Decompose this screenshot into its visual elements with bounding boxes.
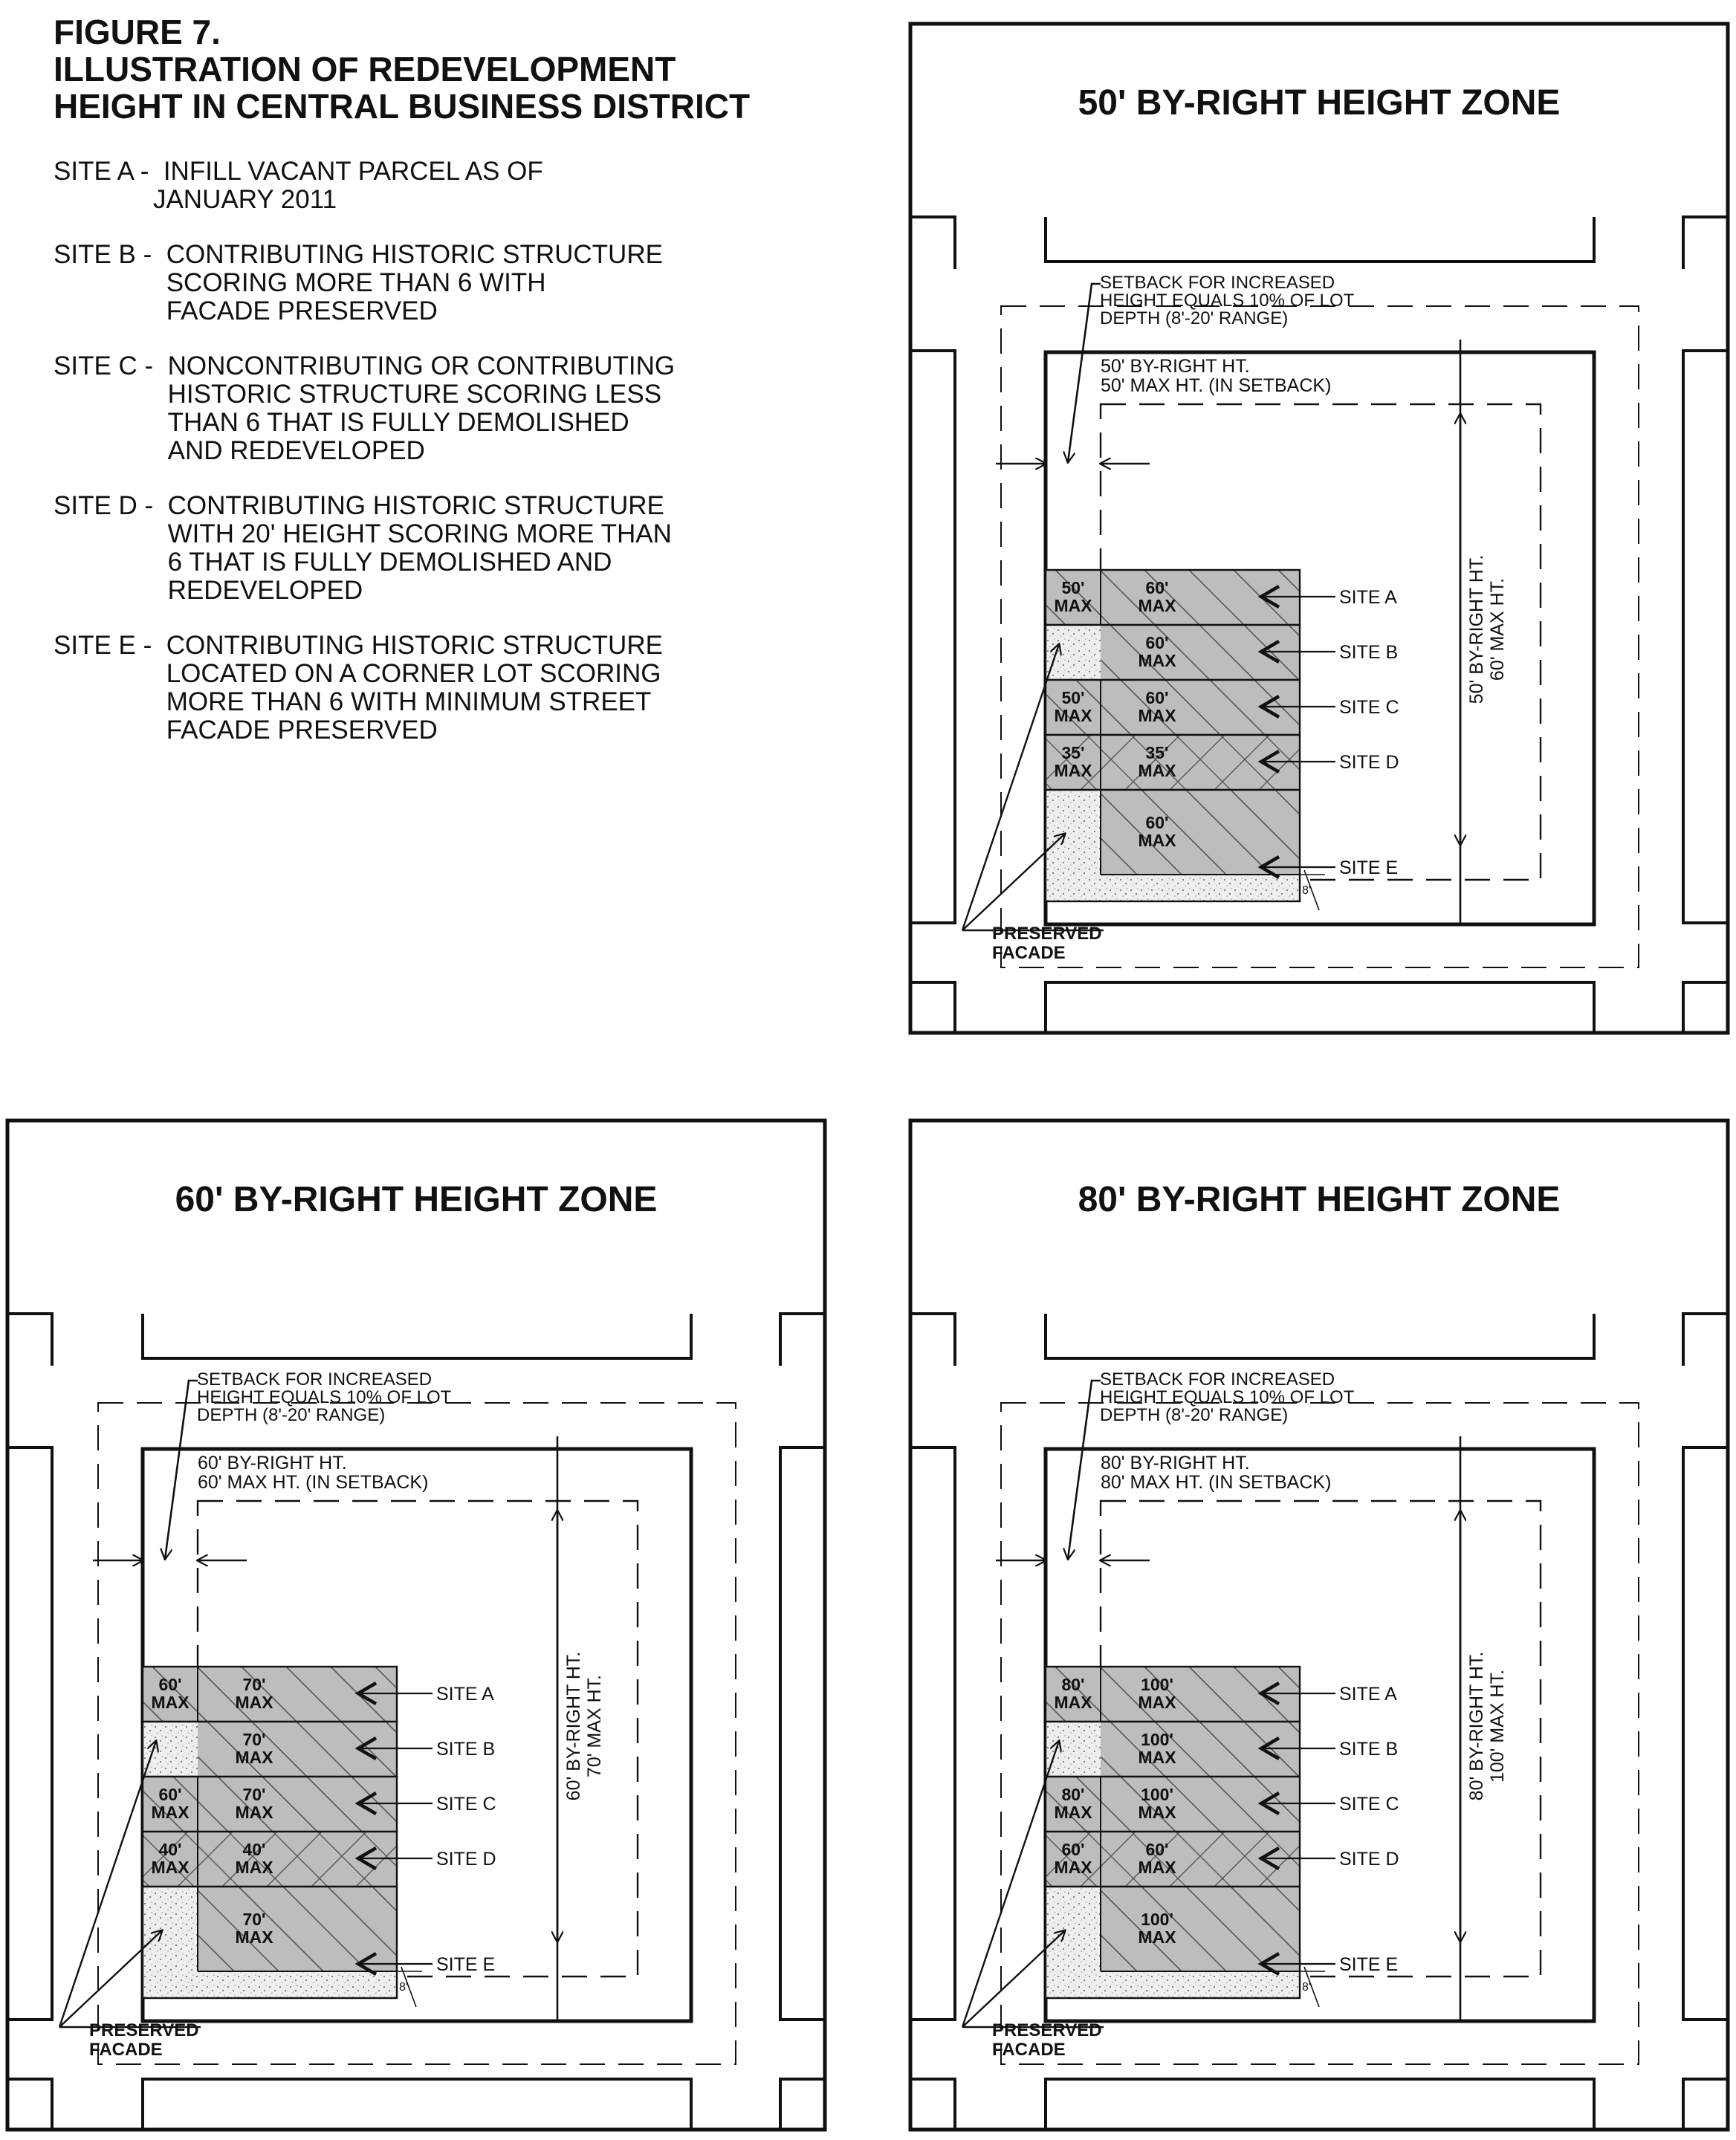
setback-height-label: 50' [1061, 688, 1085, 707]
site-label: SITE B [1339, 1739, 1399, 1760]
legend-line: FACADE PRESERVED [166, 296, 438, 325]
legend-line: WITH 20' HEIGHT SCORING MORE THAN [167, 519, 672, 548]
setback-height-label: 60' [1061, 1840, 1085, 1859]
zone-title: 80' BY-RIGHT HEIGHT ZONE [1078, 1180, 1561, 1219]
max-label: MAX [151, 1803, 190, 1822]
max-label: MAX [1138, 761, 1176, 780]
block-east [1683, 1447, 1728, 2020]
setback-height-label: 40' [158, 1840, 182, 1859]
max-label: MAX [235, 1858, 273, 1877]
legend-key: SITE C - [54, 351, 168, 380]
legend-line: THAN 6 THAT IS FULLY DEMOLISHED [167, 408, 629, 437]
setback-note-line: SETBACK FOR INCREASED [197, 1369, 433, 1390]
site-label: SITE D [436, 1849, 496, 1870]
max-label: MAX [1138, 651, 1176, 670]
site-parcel-c [143, 1777, 496, 1832]
street-edge [1683, 1314, 1728, 1366]
site-parcel-d [143, 1832, 496, 1887]
zone-panel-50 [910, 24, 1728, 1033]
block-north [1046, 217, 1594, 262]
preserved-facade-label: FACADE [89, 2040, 163, 2060]
main-height-label: 70' [242, 1910, 266, 1929]
setback-height-label: 80' [1061, 1785, 1085, 1804]
legend-key: SITE B - [54, 240, 166, 269]
eight-foot-label: 8' [399, 1981, 408, 1994]
site-label: SITE C [1339, 697, 1399, 718]
site-parcel-d [1046, 1832, 1399, 1887]
site-label: SITE A [1339, 587, 1397, 608]
block-west [7, 1447, 52, 2020]
site-parcel-e [1046, 790, 1398, 901]
setback-note-line: SETBACK FOR INCREASED [1100, 273, 1335, 293]
main-height-label: 60' [1145, 1840, 1169, 1859]
main-height-label: 60' [1145, 813, 1169, 832]
preserved-facade-label: PRESERVED [992, 2020, 1102, 2040]
legend-line: AND REDEVELOPED [167, 436, 425, 465]
block-north [143, 1314, 691, 1358]
site-parcel-a [1046, 570, 1397, 625]
main-height-label: 100' [1141, 1910, 1173, 1929]
preserved-facade-area [143, 1722, 198, 1777]
legend-line: JANUARY 2011 [51, 185, 337, 214]
zone-panel-80 [910, 1121, 1728, 2130]
setback-leader-arrow [1068, 1381, 1101, 1559]
max-label: MAX [1138, 1858, 1176, 1877]
max-label: MAX [151, 1693, 190, 1712]
setback-note-line: DEPTH (8'-20' RANGE) [1100, 308, 1289, 328]
setback-note-line: SETBACK FOR INCREASED [1100, 1369, 1335, 1390]
max-label: MAX [235, 1748, 273, 1767]
site-label: SITE E [436, 1954, 496, 1975]
preserved-facade-label: FACADE [992, 943, 1066, 963]
site-label: SITE C [436, 1794, 496, 1815]
site-label: SITE C [1339, 1794, 1399, 1815]
figure-title-line-2: ILLUSTRATION OF REDEVELOPMENT [54, 50, 676, 88]
block-se [780, 2079, 825, 2130]
site-parcel-e [1046, 1887, 1398, 1998]
block-east [780, 1447, 825, 2020]
site-parcel-a [1046, 1667, 1397, 1722]
main-height-label: 60' [1145, 688, 1169, 707]
setback-height-label: 35' [1061, 743, 1085, 762]
max-label: MAX [1138, 706, 1176, 725]
max-label: MAX [235, 1693, 273, 1712]
main-height-label: 70' [242, 1785, 266, 1804]
max-label: MAX [151, 1858, 190, 1877]
max-label: MAX [1138, 1803, 1176, 1822]
preserved-facade-label: PRESERVED [992, 924, 1102, 944]
inner-note-line: 80' BY-RIGHT HT. [1101, 1453, 1250, 1473]
street-edge [910, 217, 955, 269]
max-label: MAX [1054, 761, 1092, 780]
setback-height-label: 60' [158, 1785, 182, 1804]
site-parcel-b [1046, 625, 1398, 680]
site-parcel-b [143, 1722, 495, 1777]
street-edge [910, 1314, 955, 1366]
max-label: MAX [1138, 1693, 1176, 1712]
setback-note-line: HEIGHT EQUALS 10% OF LOT [1100, 291, 1355, 311]
site-label: SITE A [436, 1684, 494, 1705]
legend-line: CONTRIBUTING HISTORIC STRUCTURE [166, 631, 663, 660]
legend-line: NONCONTRIBUTING OR CONTRIBUTING [167, 351, 676, 380]
vertical-note-line: 50' BY-RIGHT HT. [1466, 554, 1487, 704]
setback-height-label: 50' [1061, 578, 1085, 597]
setback-height-label: 80' [1061, 1675, 1085, 1694]
setback-leader-arrow [165, 1381, 198, 1559]
max-label: MAX [1054, 1803, 1092, 1822]
vertical-note-line: 60' BY-RIGHT HT. [563, 1651, 584, 1801]
block-south [1046, 982, 1594, 1033]
block-south [143, 2079, 691, 2130]
max-label: MAX [1138, 596, 1176, 615]
legend-line: HISTORIC STRUCTURE SCORING LESS [167, 380, 662, 409]
site-label: SITE E [1339, 857, 1399, 878]
block-west [910, 351, 955, 923]
zone-title: 60' BY-RIGHT HEIGHT ZONE [175, 1180, 658, 1219]
max-label: MAX [1054, 596, 1092, 615]
inner-note-line: 50' MAX HT. (IN SETBACK) [1101, 375, 1332, 396]
setback-note-line: DEPTH (8'-20' RANGE) [197, 1405, 386, 1425]
inner-note-line: 50' BY-RIGHT HT. [1101, 356, 1250, 377]
legend-line: INFILL VACANT PARCEL AS OF [163, 157, 543, 186]
panel-frame [910, 1121, 1728, 2130]
main-height-label: 70' [242, 1675, 266, 1694]
vertical-note [563, 1652, 605, 1801]
street-edge [7, 1314, 52, 1366]
site-parcel-a [143, 1667, 494, 1722]
legend-line: FACADE PRESERVED [166, 716, 438, 745]
site-label: SITE B [1339, 642, 1399, 663]
preserved-facade-label: FACADE [992, 2040, 1066, 2060]
preserved-facade-label: PRESERVED [89, 2020, 199, 2040]
vertical-note [1466, 1652, 1508, 1801]
main-height-label: 100' [1141, 1675, 1173, 1694]
legend-line: REDEVELOPED [167, 576, 363, 605]
eight-foot-label: 8' [1302, 884, 1311, 897]
inner-note-line: 60' MAX HT. (IN SETBACK) [198, 1472, 429, 1493]
site-parcel-b [1046, 1722, 1398, 1777]
setback-leader-arrow [1068, 284, 1101, 462]
main-height-label: 35' [1145, 743, 1169, 762]
panel-frame [7, 1121, 825, 2130]
block-east [1683, 351, 1728, 923]
max-label: MAX [1138, 1927, 1176, 1947]
site-parcel-c [1046, 680, 1399, 735]
preserved-facade-area [1046, 625, 1101, 680]
eight-foot-label: 8' [1302, 1981, 1311, 1994]
preserved-facade-area [1046, 1722, 1101, 1777]
site-parcel-d [1046, 735, 1399, 790]
street-edge [1683, 217, 1728, 269]
figure-title-line-3: HEIGHT IN CENTRAL BUSINESS DISTRICT [54, 87, 751, 126]
site-label: SITE B [436, 1739, 496, 1760]
vertical-note-line: 70' MAX HT. [584, 1674, 605, 1778]
inner-note-line: 60' BY-RIGHT HT. [198, 1453, 347, 1473]
main-height-label: 60' [1145, 633, 1169, 652]
max-label: MAX [1054, 1693, 1092, 1712]
site-label: SITE D [1339, 1849, 1399, 1870]
legend-key: SITE E - [54, 631, 166, 660]
panel-frame [910, 24, 1728, 1033]
legend-line: 6 THAT IS FULLY DEMOLISHED AND [167, 548, 612, 577]
max-label: MAX [1138, 1748, 1176, 1767]
vertical-note-line: 80' BY-RIGHT HT. [1466, 1651, 1487, 1801]
street-edge [780, 1314, 825, 1366]
max-label: MAX [1054, 1858, 1092, 1877]
setback-note-line: HEIGHT EQUALS 10% OF LOT [197, 1387, 452, 1407]
legend-line: CONTRIBUTING HISTORIC STRUCTURE [167, 491, 664, 520]
block-sw [7, 2079, 52, 2130]
main-height-label: 70' [242, 1730, 266, 1749]
block-sw [910, 982, 955, 1033]
figure-title-line-1: FIGURE 7. [54, 13, 221, 51]
setback-height-label: 60' [158, 1675, 182, 1694]
block-south [1046, 2079, 1594, 2130]
main-height-label: 60' [1145, 578, 1169, 597]
zone-panel-60 [7, 1121, 825, 2130]
setback-note-line: DEPTH (8'-20' RANGE) [1100, 1405, 1289, 1425]
block-sw [910, 2079, 955, 2130]
block-se [1683, 982, 1728, 1033]
legend-key: SITE A - [54, 157, 163, 186]
setback-note-line: HEIGHT EQUALS 10% OF LOT [1100, 1387, 1355, 1407]
max-label: MAX [235, 1927, 273, 1947]
max-label: MAX [1138, 831, 1176, 850]
main-height-label: 100' [1141, 1785, 1173, 1804]
legend-line: MORE THAN 6 WITH MINIMUM STREET [166, 687, 652, 716]
vertical-note-line: 60' MAX HT. [1487, 577, 1508, 681]
site-label: SITE E [1339, 1954, 1399, 1975]
vertical-note [1466, 555, 1508, 704]
site-parcel-c [1046, 1777, 1399, 1832]
site-label: SITE D [1339, 752, 1399, 773]
inner-note-line: 80' MAX HT. (IN SETBACK) [1101, 1472, 1332, 1493]
legend-line: CONTRIBUTING HISTORIC STRUCTURE [166, 240, 663, 269]
block-se [1683, 2079, 1728, 2130]
site-parcel-e [143, 1887, 495, 1998]
main-height-label: 40' [242, 1840, 266, 1859]
max-label: MAX [235, 1803, 273, 1822]
zone-title: 50' BY-RIGHT HEIGHT ZONE [1078, 83, 1561, 123]
main-height-label: 100' [1141, 1730, 1173, 1749]
max-label: MAX [1054, 706, 1092, 725]
site-label: SITE A [1339, 1684, 1397, 1705]
vertical-note-line: 100' MAX HT. [1487, 1669, 1508, 1783]
block-north [1046, 1314, 1594, 1358]
legend-line: LOCATED ON A CORNER LOT SCORING [166, 659, 661, 688]
legend-line: SCORING MORE THAN 6 WITH [166, 268, 546, 297]
legend-key: SITE D - [54, 491, 168, 520]
block-west [910, 1447, 955, 2020]
